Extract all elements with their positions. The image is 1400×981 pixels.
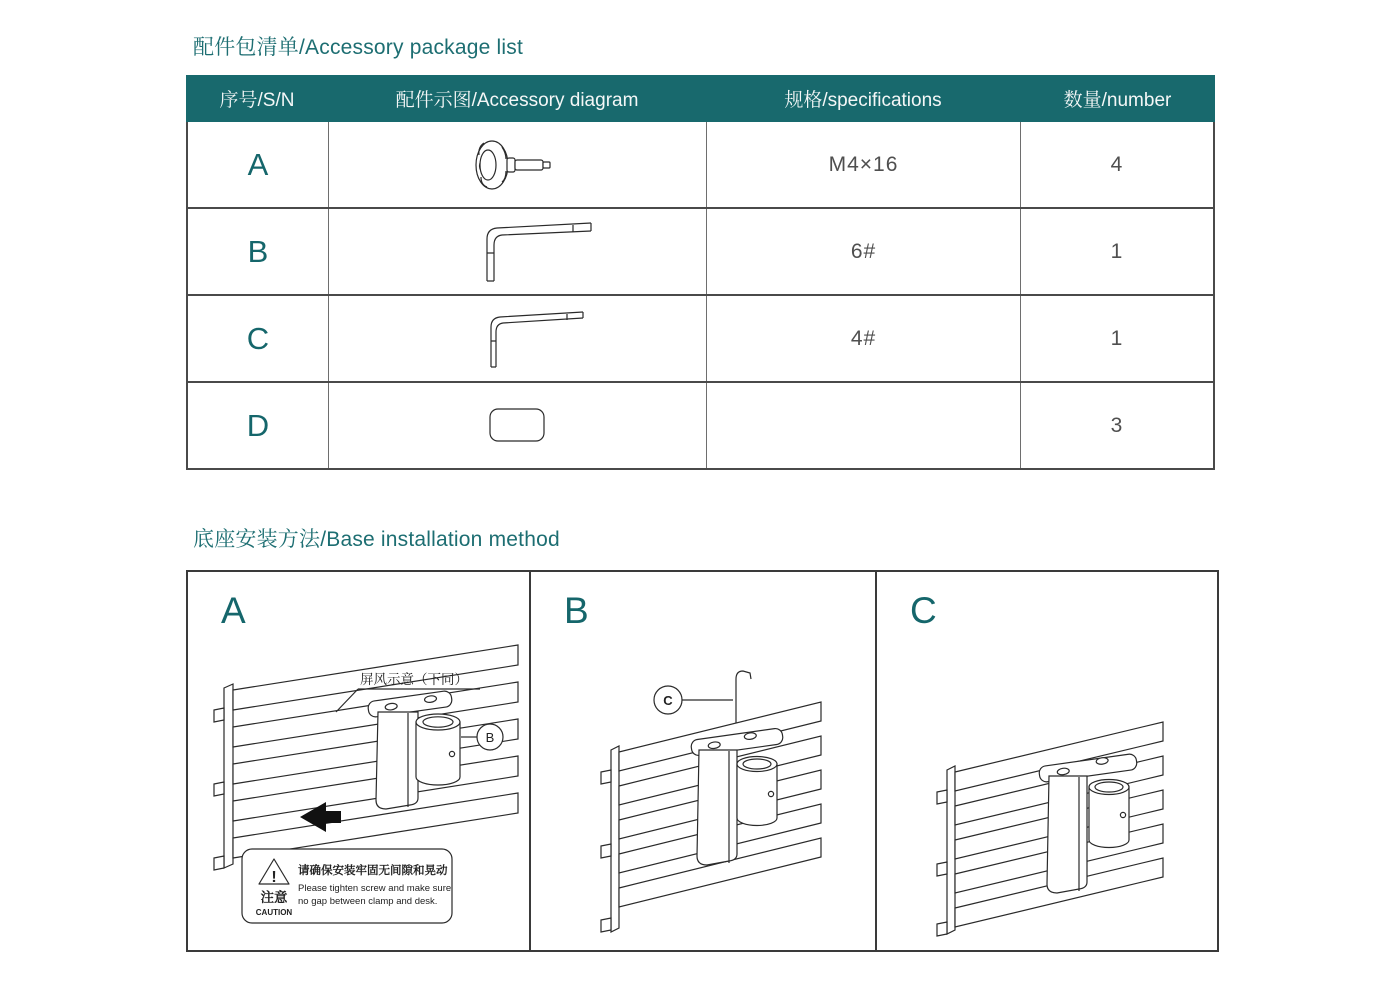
table-row-c	[188, 294, 1213, 381]
caution-line-zh: 请确保安装牢固无间隙和晃动	[298, 865, 448, 877]
row-c-qty: 1	[1020, 296, 1213, 381]
row-c-diagram	[328, 296, 706, 381]
row-b-qty: 1	[1020, 209, 1213, 294]
warning-exclamation: !	[271, 869, 277, 886]
step-b-drawing	[531, 572, 875, 948]
row-a-qty: 4	[1020, 122, 1213, 207]
row-a-sn: A	[247, 146, 269, 182]
row-c-sn: C	[246, 320, 270, 356]
caution-zh-title: 注意	[260, 890, 288, 905]
table-row-a	[188, 122, 1213, 207]
accessory-table-body	[186, 122, 1215, 470]
accessory-table	[186, 75, 1215, 470]
hex-key-drawing	[736, 671, 751, 723]
row-b-sn: B	[247, 233, 269, 269]
installation-step-b	[529, 572, 875, 950]
hex-wrench-small-icon	[433, 303, 603, 375]
caution-line-en2: no gap between clamp and desk.	[298, 896, 438, 907]
table-row-d	[188, 381, 1213, 468]
rounded-plate-icon	[478, 401, 558, 451]
row-b-spec: 6#	[706, 209, 1020, 294]
step-c-label: C	[910, 590, 937, 631]
row-b-diagram	[328, 209, 706, 294]
row-c-spec: 4#	[706, 296, 1020, 381]
accessory-table-header	[186, 75, 1215, 122]
col-header-spec: 规格/specifications	[784, 90, 942, 111]
screen-note-label: 屏风示意（下同）	[360, 672, 468, 687]
installation-figure	[186, 570, 1219, 952]
col-header-sn: 序号/S/N	[219, 90, 295, 111]
row-d-qty: 3	[1020, 383, 1213, 468]
caution-en-title: CAUTION	[255, 908, 293, 917]
caution-box	[242, 849, 452, 923]
installation-step-c	[875, 572, 1217, 950]
installation-step-a	[188, 572, 529, 950]
row-a-diagram	[328, 122, 706, 207]
row-d-spec	[706, 383, 1020, 468]
step-a-label: A	[221, 590, 246, 631]
callout-c-label: C	[663, 693, 673, 708]
callout-b-label: B	[485, 730, 495, 745]
col-header-diagram: 配件示图/Accessory diagram	[395, 90, 639, 111]
thumb-screw-icon	[458, 129, 578, 201]
step-b-label: B	[564, 590, 589, 631]
step-c-drawing	[877, 572, 1217, 948]
row-a-spec: M4×16	[706, 122, 1020, 207]
base-installation-title: 底座安装方法/Base installation method	[193, 528, 560, 551]
step-a-drawing	[188, 572, 529, 948]
caution-line-en1: Please tighten screw and make sure	[298, 883, 452, 894]
row-d-diagram	[328, 383, 706, 468]
row-d-sn: D	[246, 407, 270, 443]
col-header-number: 数量/number	[1063, 90, 1172, 111]
table-row-b	[188, 207, 1213, 294]
accessory-list-title: 配件包清单/Accessory package list	[193, 36, 524, 59]
hex-wrench-large-icon	[423, 213, 613, 291]
